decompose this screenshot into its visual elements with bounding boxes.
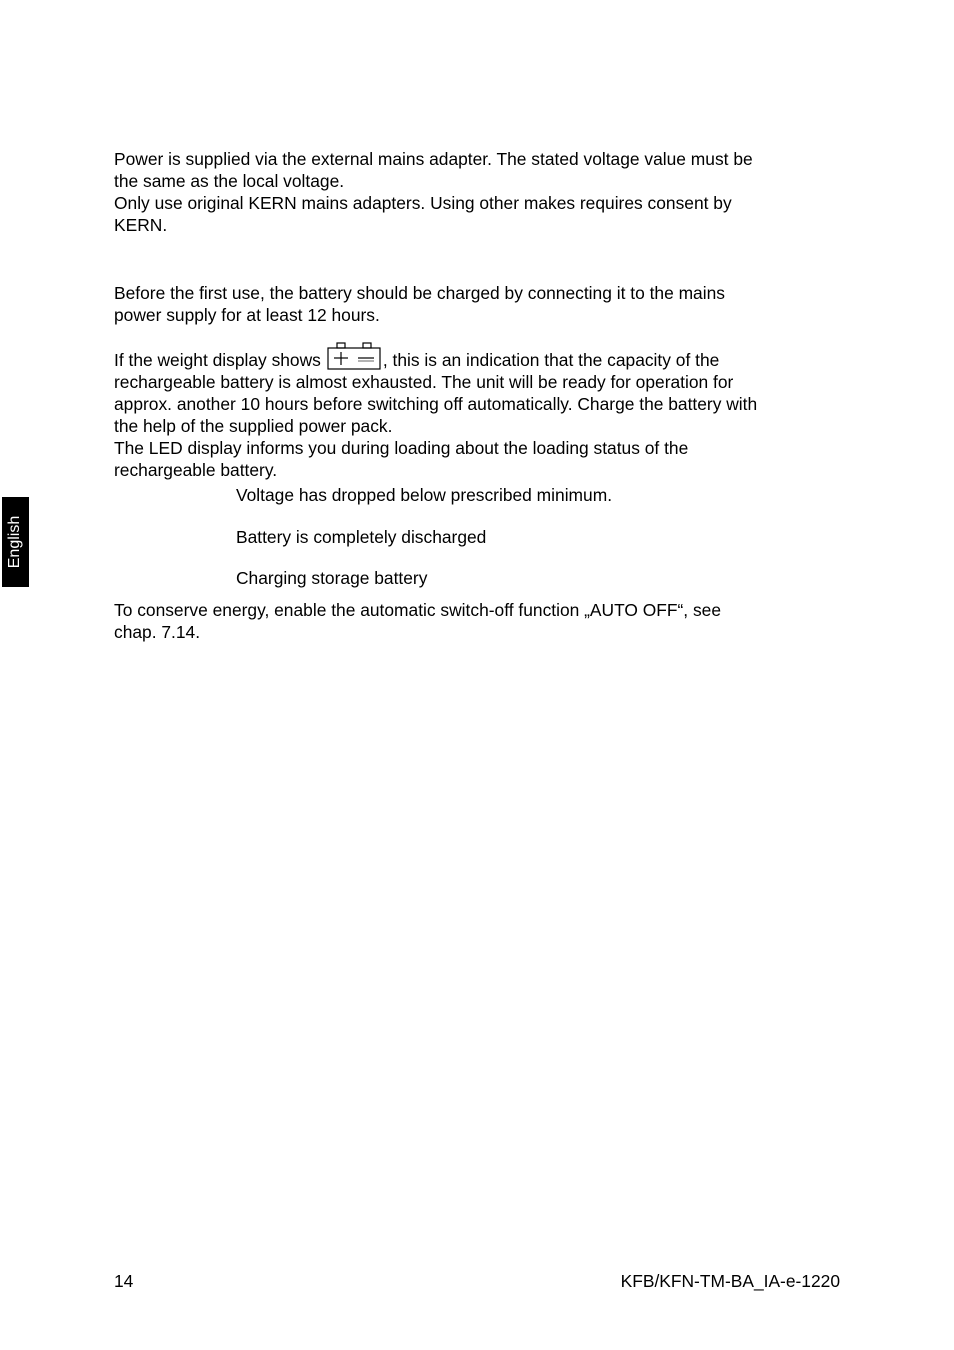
document-code: KFB/KFN-TM-BA_IA-e-1220 [620,1271,840,1291]
power-supply-line: Power is supplied via the external mains adapter. The stated voltage value must be [114,149,753,169]
auto-off-line: To conserve energy, enable the automatic switch-off function „AUTO OFF“, see [114,600,722,620]
battery-charge-paragraph [114,282,844,326]
battery-warning-line: rechargeable battery is almost exhausted. The unit will be ready for operation for [114,372,734,392]
battery-plus-minus-icon [327,342,381,370]
led-info-line: rechargeable battery. [114,460,278,480]
language-tab-label: English [6,515,24,569]
battery-warning-line: approx. another 10 hours before switching off automatically. Charge the battery with [114,394,758,414]
led-state-low-voltage: Voltage has dropped below prescribed minimum. [236,485,613,505]
power-supply-line: the same as the local voltage. [114,171,345,191]
auto-off-paragraph [114,599,844,643]
power-supply-line: KERN. [114,215,168,235]
battery-warning-paragraph [114,342,844,481]
battery-line: Before the first use, the battery should be charged by connecting it to the mains [114,283,725,303]
page-number: 14 [114,1271,134,1291]
power-supply-section [114,148,844,236]
language-tab [2,497,29,587]
led-state-discharged: Battery is completely discharged [236,527,487,547]
battery-line: power supply for at least 12 hours. [114,305,380,325]
battery-warning-line: the help of the supplied power pack. [114,416,393,436]
led-info-line: The LED display informs you during loading about the loading status of the [114,438,689,458]
battery-warning-text: If the weight display shows [114,350,321,370]
battery-warning-text: , this is an indication that the capacity of the [382,350,720,370]
power-supply-line: Only use original KERN mains adapters. Using other makes requires consent by [114,193,732,213]
auto-off-line: chap. 7.14. [114,622,201,642]
led-state-charging: Charging storage battery [236,568,428,588]
